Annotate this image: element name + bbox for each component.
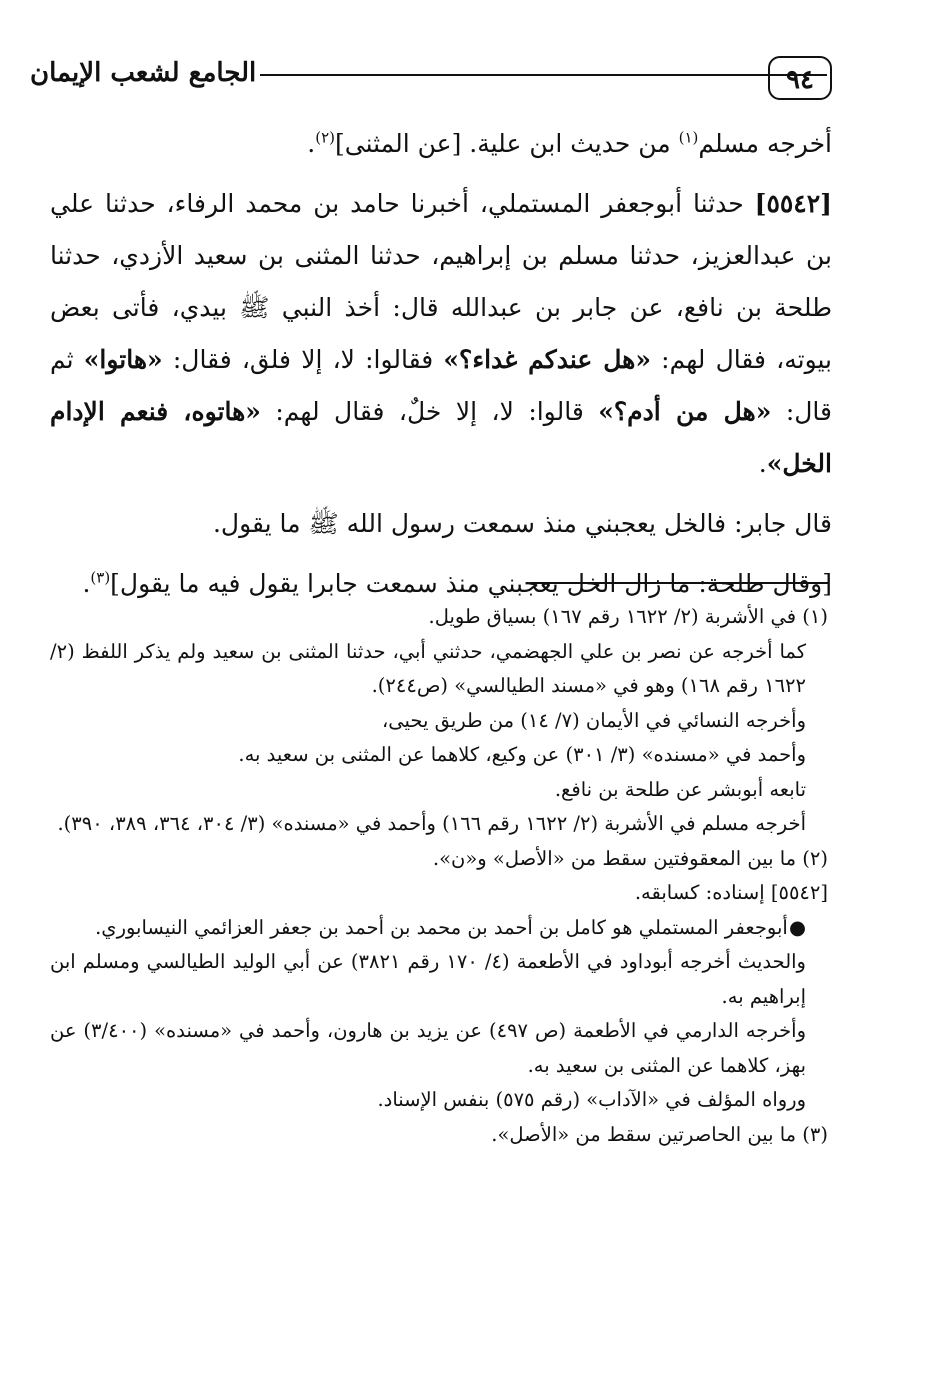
book-title: الجامع لشعب الإيمان <box>30 58 257 88</box>
footnote-line <box>50 911 828 946</box>
footnote-1: (١) في الأشربة (٢/ ١٦٢٢ رقم ١٦٧) بسياق طويل. <box>428 605 828 628</box>
hadith-quote: «هل عندكم غداء؟» <box>443 345 651 374</box>
talha-end: . <box>82 569 91 598</box>
main-text <box>50 118 832 610</box>
intro-end: . <box>307 129 316 158</box>
hadith-text: ثم قال: <box>50 345 832 426</box>
footnote-line: ورواه المؤلف في «الآداب» (رقم ٥٧٥) بنفس الإسناد. <box>377 1088 806 1111</box>
hadith-text: حدثنا أبوجعفر المستملي، أخبرنا حامد بن محمد الرفاء، حدثنا علي بن عبدالعزيز، حدثنا مسلم بن إبراهيم، حدثنا المثنى بن سعيد الأزدي، حدثنا طلحة بن نافع، عن جابر بن عبدالله قال: أخذ النبي ﷺ بيدي، فأتى بعض بيوته، فقال لهم: <box>50 189 832 374</box>
running-header <box>30 52 827 98</box>
footnote-3: (٣) ما بين الحاصرتين سقط من «الأصل». <box>491 1122 828 1146</box>
header-rule <box>260 74 827 76</box>
footnote-hadith-ref: [٥٥٤٢] إسناده: كسابقه. <box>634 881 828 904</box>
bullet-icon: ● <box>788 915 806 939</box>
hadith-number: [٥٥٤٢] <box>754 189 832 218</box>
footnote-line: والحديث أخرجه أبوداود في الأطعمة (٤/ ١٧٠ رقم ٣٨٢١) عن أبي الوليد الطيالسي ومسلم ابن إبراهيم به. <box>50 950 806 1008</box>
footnote-2: (٢) ما بين المعقوفتين سقط من «الأصل» و«ن». <box>432 846 828 870</box>
jabir-paragraph: قال جابر: فالخل يعجبني منذ سمعت رسول الله ﷺ ما يقول. <box>212 509 832 538</box>
footnote-line: أخرجه مسلم في الأشربة (٢/ ١٦٢٢ رقم ١٦٦) وأحمد في «مسنده» (٣/ ٣٠٤، ٣٦٤، ٣٨٩، ٣٩٠). <box>57 812 806 835</box>
footnotes <box>50 600 828 1152</box>
footnote-line: تابعه أبوبشر عن طلحة بن نافع. <box>554 777 806 801</box>
footnote-divider <box>530 582 828 584</box>
page-number: ٩٤ <box>768 56 832 100</box>
hadith-quote: «هل من أدم؟» <box>598 397 772 426</box>
intro-paragraph <box>50 118 832 170</box>
footnote-ref-3: (٣) <box>90 568 111 587</box>
intro-text-2: من حديث ابن علية. [عن المثنى] <box>335 129 679 158</box>
footnote-ref-1: (١) <box>678 128 699 147</box>
footnote-line: كما أخرجه عن نصر بن علي الجهضمي، حدثني أبي، حدثنا المثنى بن سعيد ولم يذكر اللفظ (٢/ ١٦٢٢ رقم ١٦٨) وهو في «مسند الطيالسي» (ص٢٤٤). <box>50 639 806 697</box>
footnote-text: أبوجعفر المستملي هو كامل بن أحمد بن محمد بن أحمد بن جعفر العزائمي النيسابوري. <box>95 915 794 939</box>
footnote-line: وأخرجه النسائي في الأيمان (٧/ ١٤) من طريق يحيى، <box>381 708 806 732</box>
hadith-paragraph <box>50 178 832 490</box>
footnote-line: وأخرجه الدارمي في الأطعمة (ص ٤٩٧) عن يزيد بن هارون، وأحمد في «مسنده» (٣/٤٠٠) عن بهز، كلاهما عن المثنى بن سعيد به. <box>50 1019 806 1077</box>
hadith-quote: «هاتوا» <box>83 345 163 374</box>
talha-text: [وقال طلحة: ما زال الخل يعجبني منذ سمعت جابرا يقول فيه ما يقول] <box>110 569 832 598</box>
hadith-end: . <box>758 449 767 478</box>
hadith-text: قالوا: لا، إلا خلٌ، فقال لهم: <box>260 397 599 426</box>
hadith-text: فقالوا: لا، إلا فلق، فقال: <box>162 345 444 374</box>
hadith-quote: «هاتوه، فنعم الإدام الخل» <box>50 397 832 478</box>
footnote-line: وأحمد في «مسنده» (٣/ ٣٠١) عن وكيع، كلاهما عن المثنى بن سعيد به. <box>238 743 806 766</box>
intro-text: أخرجه مسلم <box>698 129 832 158</box>
footnote-ref-2: (٢) <box>315 128 335 147</box>
